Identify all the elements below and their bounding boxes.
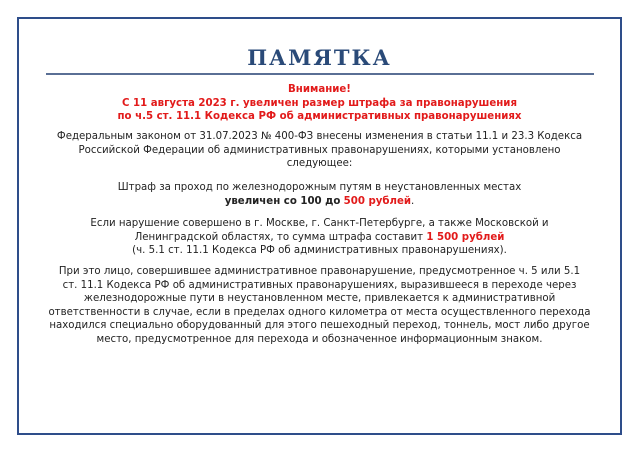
attention-line: по ч.5 ст. 11.1 Кодекса РФ об административных правонарушениях [117, 111, 522, 122]
page-title: ПАМЯТКА [247, 45, 392, 70]
punctuation: . [411, 195, 415, 207]
text-line: Российской Федерации об административных правонарушениях, которыми установлено [78, 144, 561, 156]
text-line: ответственности в случае, если в пределах одного километра от места осуществленного перехода [48, 306, 591, 318]
text-line: Федеральным законом от 31.07.2023 № 400-ФЗ внесены изменения в статьи 11.1 и 23.3 Кодекса [56, 131, 583, 142]
text-line: Если нарушение совершено в г. Москве, г. Санкт-Петербурге, а также Московской и [90, 218, 549, 229]
text-line: место, предусмотренное для перехода и обозначенное информационным знаком. [96, 333, 543, 345]
attention-line: С 11 августа 2023 г. увеличен размер штрафа за правонарушения [122, 97, 517, 109]
fine-increase-text: увеличен со 100 до [224, 195, 341, 207]
attention-block [37, 83, 602, 124]
text-line: ст. 11.1 Кодекса РФ об административных правонарушениях, выразившееся в переходе через [62, 279, 577, 291]
fine-amount: 500 рублей [343, 195, 412, 207]
text-line: следующее: [286, 158, 353, 169]
fine-increase-line [37, 195, 602, 209]
moscow-paragraph [37, 217, 602, 258]
attention-heading: Внимание! [288, 84, 351, 95]
text-fragment: Ленинградской областях, то сумма штрафа составит [134, 231, 424, 243]
text-line: железнодорожные пути в неустановленном месте, привлекается к административной [83, 293, 556, 304]
fine-line [37, 231, 602, 245]
fine-amount-moscow: 1 500 рублей [426, 231, 505, 243]
title-divider [46, 73, 594, 75]
law-paragraph [37, 130, 602, 171]
text-line: При это лицо, совершившее административное правонарушение, предусмотренное ч. 5 или 5.1 [58, 266, 581, 277]
notice-frame [17, 17, 622, 435]
text-line: Штраф за проход по железнодорожным путям в неустановленных местах [117, 182, 522, 193]
text-line: (ч. 5.1 ст. 11.1 Кодекса РФ об административных правонарушениях). [132, 245, 507, 256]
fine-paragraph [37, 181, 602, 208]
text-line: находился специально оборудованный для этого пешеходный переход, тоннель, мост либо другое [49, 320, 590, 331]
liability-paragraph [37, 265, 602, 346]
